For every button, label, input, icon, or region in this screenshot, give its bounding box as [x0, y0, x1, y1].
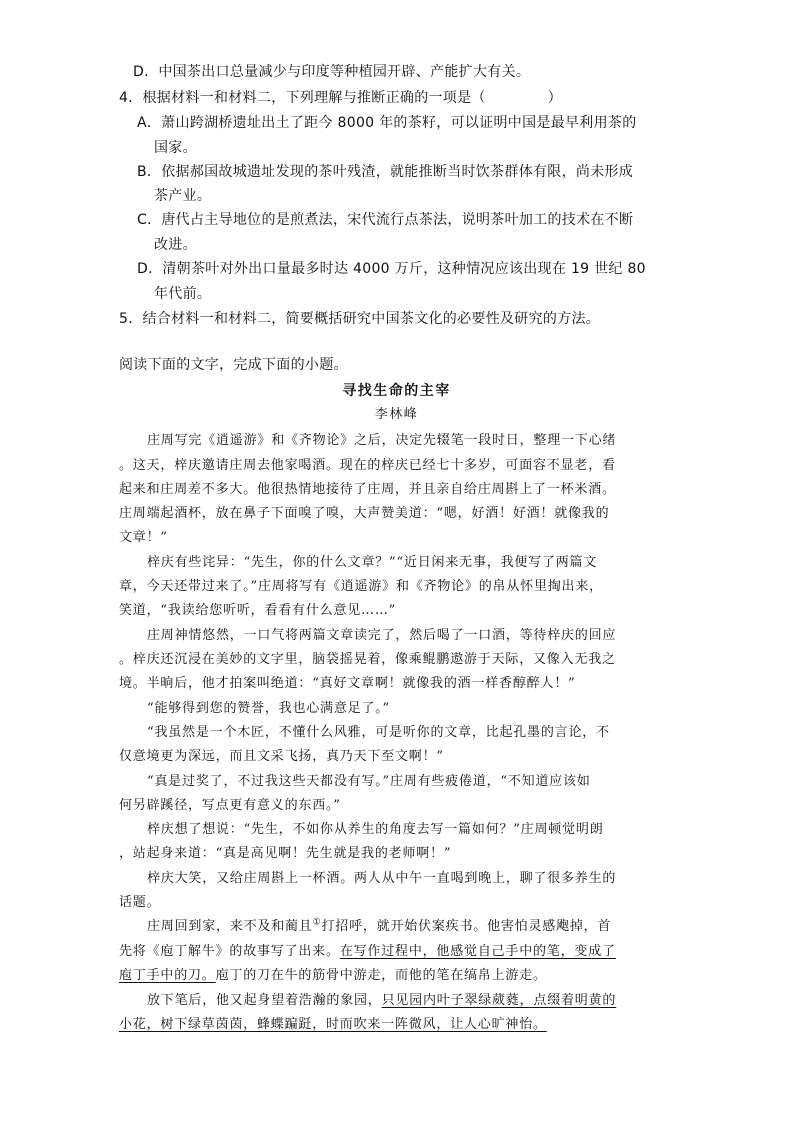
passage-line: 章，今天还带过来了。”庄周将写有《逍遥游》和《齐物论》的帛从怀里掏出来， [119, 579, 603, 594]
passage-line: 笑道，“我读给您听听，看看有什么意见……” [119, 603, 397, 618]
underlined-text: 在写作过程中，他感觉自己手中的笔，变成了 [339, 944, 616, 959]
q4-option-a: A．萧山跨湖桥遗址出土了距今 8000 年的茶籽，可以证明中国是最早利用茶的 [137, 115, 637, 131]
passage-text: 庖丁的刀在牛的筋骨中游走，而他的笔在缟帛上游走。 [215, 968, 547, 983]
q4-stem-text: 4．根据材料一和材料二，下列理解与推断正确的一项是（ [119, 90, 486, 106]
passage-line: 。这天，梓庆邀请庄周去他家喝酒。现在的梓庆已经七十多岁，可面容不显老，看 [119, 458, 616, 473]
passage-line: 庄周端起酒杯，放在鼻子下面嗅了嗅，大声赞美道：“嗯，好酒！好酒！就像我的 [119, 506, 610, 521]
passage-line: 何另辟蹊径，写点更有意义的东西。” [119, 798, 341, 813]
passage-line: 梓庆想了想说：“先生，不如你从养生的角度去写一篇如何？”庄周顿觉明朗 [147, 822, 604, 837]
passage-text: 放下笔后，他又起身望着浩瀚的象园， [147, 993, 382, 1008]
passage-line: 庄周神情悠然，一口气将两篇文章读完了，然后喝了一口酒，等待梓庆的回应 [147, 628, 617, 643]
passage-line [147, 917, 611, 937]
underlined-text: 小花，树下绿草茵茵，蜂蝶蹁跹，时而吹来一阵微风，让人心旷神怡。 [119, 1017, 547, 1032]
q4-option-a-cont: 国家。 [154, 140, 197, 156]
passage-line: 境。半晌后，他才拍案叫绝道：“真好文章啊！就像我的酒一样香醇醉人！” [119, 676, 576, 691]
passage-line: “我虽然是一个木匠，不懂什么风雅，可是听你的文章，比起孔墨的言论，不 [147, 725, 610, 740]
q4-stem [119, 88, 562, 108]
q4-option-d: D．清朝茶叶对外出口量最多时达 4000 万斤，这种情况应该出现在 19 世纪 80 [137, 261, 646, 277]
passage-line: 。梓庆还沉浸在美妙的文字里，脑袋摇晃着，像乘鲲鹏遨游于天际，又像入无我之 [119, 652, 616, 667]
q4-option-b-cont: 茶产业。 [154, 188, 212, 204]
passage-author: 李林峰 [374, 407, 419, 422]
passage-line: 梓庆大笑，又给庄周斟上一杯酒。两人从中午一直喝到晚上，聊了很多养生的 [147, 871, 617, 886]
passage-line [147, 991, 616, 1011]
footnote-marker: ① [312, 917, 322, 928]
passage-line [119, 1015, 547, 1035]
q5-stem: 5．结合材料一和材料二，简要概括研究中国茶文化的必要性及研究的方法。 [119, 311, 601, 327]
passage-line: “能够得到您的赞誉，我也心满意足了。” [147, 701, 390, 716]
q4-option-b: B．依据郝国故城遗址发现的茶叶残渣，就能推断当时饮茶群体有限，尚未形成 [137, 164, 634, 180]
passage-text: 庄周回到家，来不及和蔺且 [147, 919, 313, 934]
passage-title: 寻找生命的主宰 [342, 383, 451, 399]
reading-instruction: 阅读下面的文字，完成下面的小题。 [119, 357, 348, 373]
passage-line: 起来和庄周差不多大。他很热情地接待了庄周，并且亲自给庄周斟上了一杯米酒。 [119, 482, 616, 497]
q4-stem-close: ） [547, 90, 563, 106]
q4-option-c: C．唐代占主导地位的是煎煮法，宋代流行点茶法，说明茶叶加工的技术在不断 [137, 212, 634, 228]
passage-line: 文章！” [119, 530, 168, 545]
passage-text: 先将《庖丁解牛》的故事写了出来。 [119, 944, 340, 959]
passage-line: 话题。 [119, 895, 161, 910]
passage-line: 梓庆有些诧异：“先生，你的什么文章？”“近日闲来无事，我便写了两篇文 [147, 555, 598, 570]
passage-line: 仅意境更为深远，而且文采飞扬，真乃天下至文啊！” [119, 749, 444, 764]
q3-option-d: D．中国茶出口总量减少与印度等种植园开辟、产能扩大有关。 [133, 64, 531, 80]
passage-line: “真是过奖了，不过我这些天都没有写。”庄周有些疲倦道，“不知道应该如 [147, 774, 591, 789]
passage-line [119, 966, 547, 986]
q4-option-c-cont: 改进。 [154, 237, 197, 253]
passage-text: 打招呼，就开始伏案疾书。他害怕灵感飑掉，首 [321, 919, 612, 934]
q4-option-d-cont: 年代前。 [154, 286, 212, 302]
passage-line: ，站起身来道：“真是高见啊！先生就是我的老师啊！” [119, 846, 452, 861]
underlined-text: 庖丁手中的刀。 [119, 968, 216, 983]
passage-line: 庄周写完《逍遥游》和《齐物论》之后，决定先辍笔一段时日，整理一下心绪 [147, 433, 617, 448]
underlined-text: 只见园内叶子翠绿葳蕤，点缀着明黄的 [381, 993, 617, 1008]
passage-line [119, 942, 616, 962]
